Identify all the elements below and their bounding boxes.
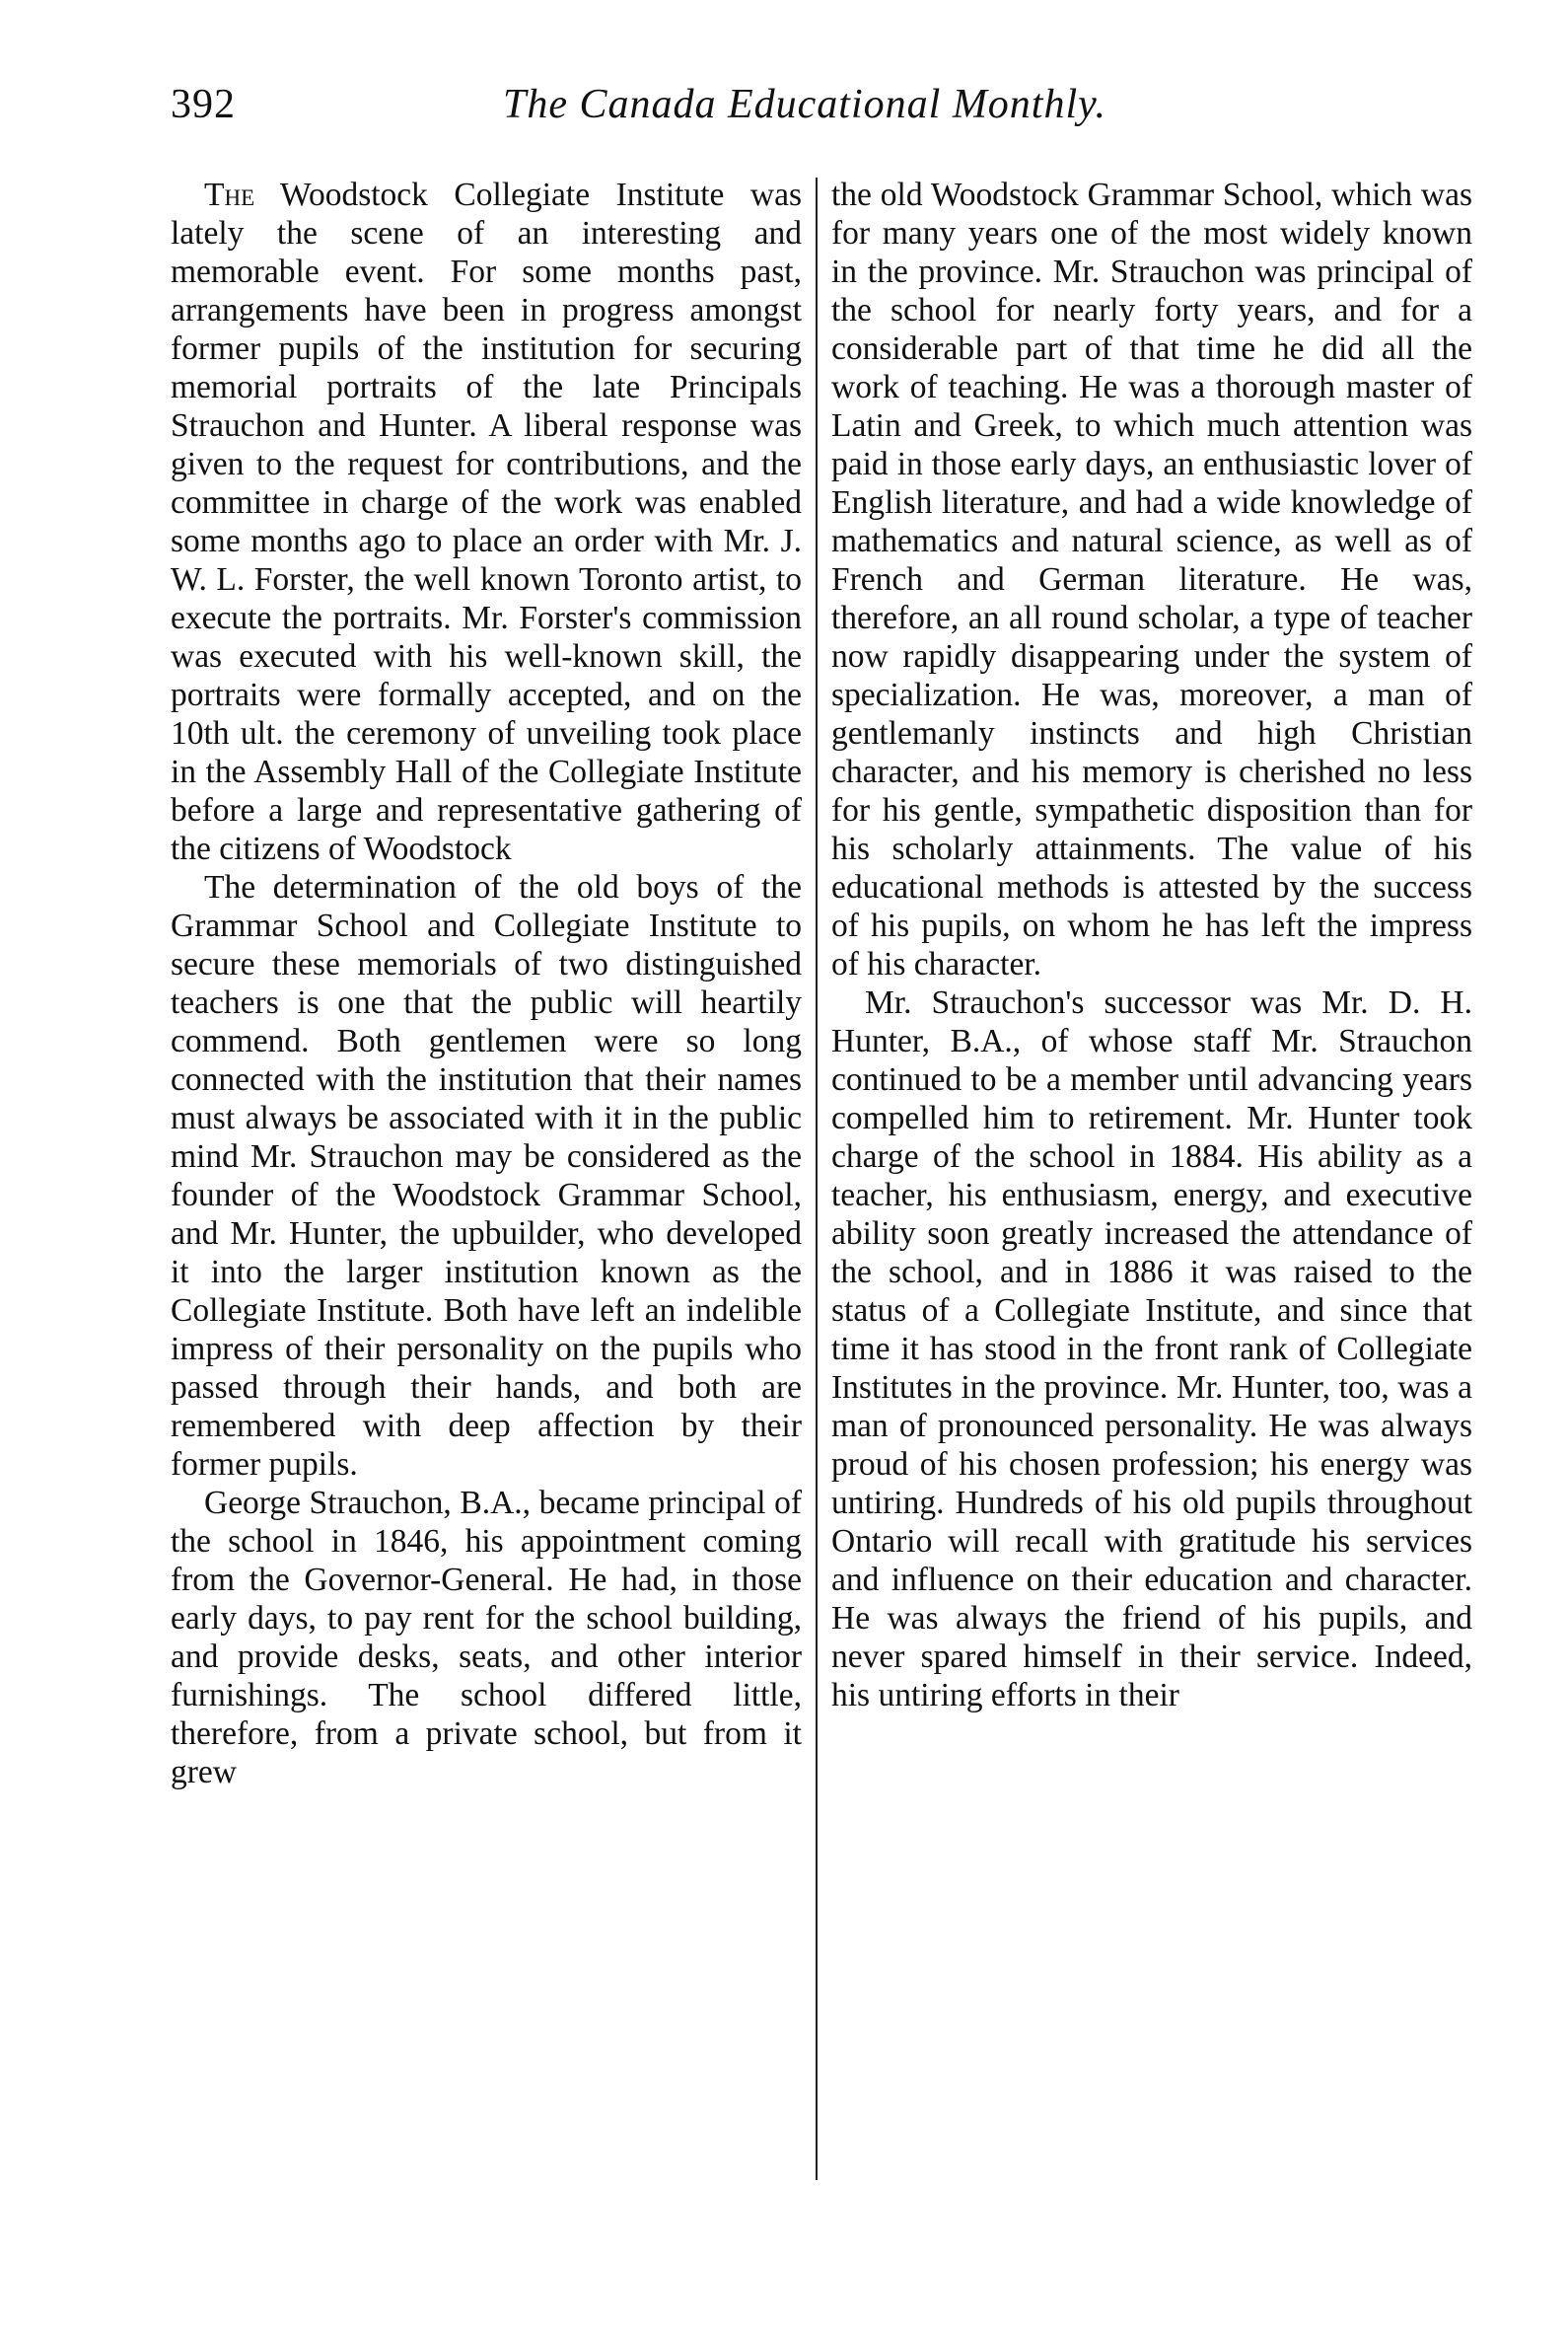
lead-word: The [204, 177, 255, 213]
paragraph [171, 176, 802, 868]
journal-title: The Canada Educational Monthly. [503, 82, 1106, 127]
paragraph-text: Woodstock Collegiate Institute was lately the scene of an interesting and memorable event. For some months past, arrangements have been in progress amongst former pupils of the institution for securing memorial portraits of the late Principals Strauchon and Hunter. A liberal response was given to the request for contributions, and the committee in charge of the work was enabled some months ago to place an order with Mr. J. W. L. Forster, the well known Toronto artist, to execute the portraits. Mr. Forster's commission was executed with his well-known skill, the portraits were formally accepted, and on the 10th ult. the ceremony of unveiling took place in the Assembly Hall of the Collegiate Institute before a large and representative gathering of the citizens of Woodstock [171, 177, 802, 867]
column-divider [816, 178, 818, 2180]
paragraph: the old Woodstock Grammar School, which was for many years one of the most widely known in the province. Mr. Strauchon was principal of the school for nearly forty years, and for a considerable part of that time he did all the work of teaching. He was a thorough master of Latin and Greek, to which much attention was paid in those early days, an enthusiastic lover of English literature, and had a wide knowledge of mathematics and natural science, as well as of French and German literature. He was, therefore, an all round scholar, a type of teacher now rapidly disappearing under the system of specialization. He was, moreover, a man of gentlemanly instincts and high Christian character, and his memory is cherished no less for his gentle, sympathetic disposition than for his scholarly attainments. The value of his educational methods is attested by the success of his pupils, on whom he has left the impress of his character. [831, 177, 1472, 983]
paragraph: Mr. Strauchon's successor was Mr. D. H. Hunter, B.A., of whose staff Mr. Strauchon continued to be a member until advancing years compelled him to retirement. Mr. Hunter took charge of the school in 1884. His ability as a teacher, his enthusiasm, energy, and executive ability soon greatly increased the attendance of the school, and in 1886 it was raised to the status of a Collegiate Institute, and since that time it has stood in the front rank of Collegiate Institutes in the province. Mr. Hunter, too, was a man of pronounced personality. He was always proud of his chosen profession; his energy was untiring. Hundreds of his old pupils throughout Ontario will recall with gratitude his services and influence on their education and character. He was always the friend of his pupils, and never spared himself in their service. Indeed, his untiring efforts in their [831, 984, 1472, 1713]
right-column [831, 176, 1472, 2277]
page-number: 392 [171, 82, 236, 127]
paragraph: George Strauchon, B.A., became principal of the school in 1846, his appointment coming from the Governor-General. He had, in those early days, to pay rent for the school building, and provide desks, seats, and other interior furnishings. The school differed little, therefore, from a private school, but from it grew [171, 1485, 802, 1790]
page-header [0, 81, 1568, 140]
left-column [171, 176, 802, 2277]
paragraph: The determination of the old boys of the Grammar School and Collegiate Institute to secure these memorials of two distinguished teachers is one that the public will heartily commend. Both gentlemen were so long connected with the institution that their names must always be associated with it in the public mind Mr. Strauchon may be considered as the founder of the Woodstock Grammar School, and Mr. Hunter, the upbuilder, who developed it into the larger institution known as the Collegiate Institute. Both have left an indelible impress of their personality on the pupils who passed through their hands, and both are remembered with deep affection by their former pupils. [171, 869, 802, 1483]
